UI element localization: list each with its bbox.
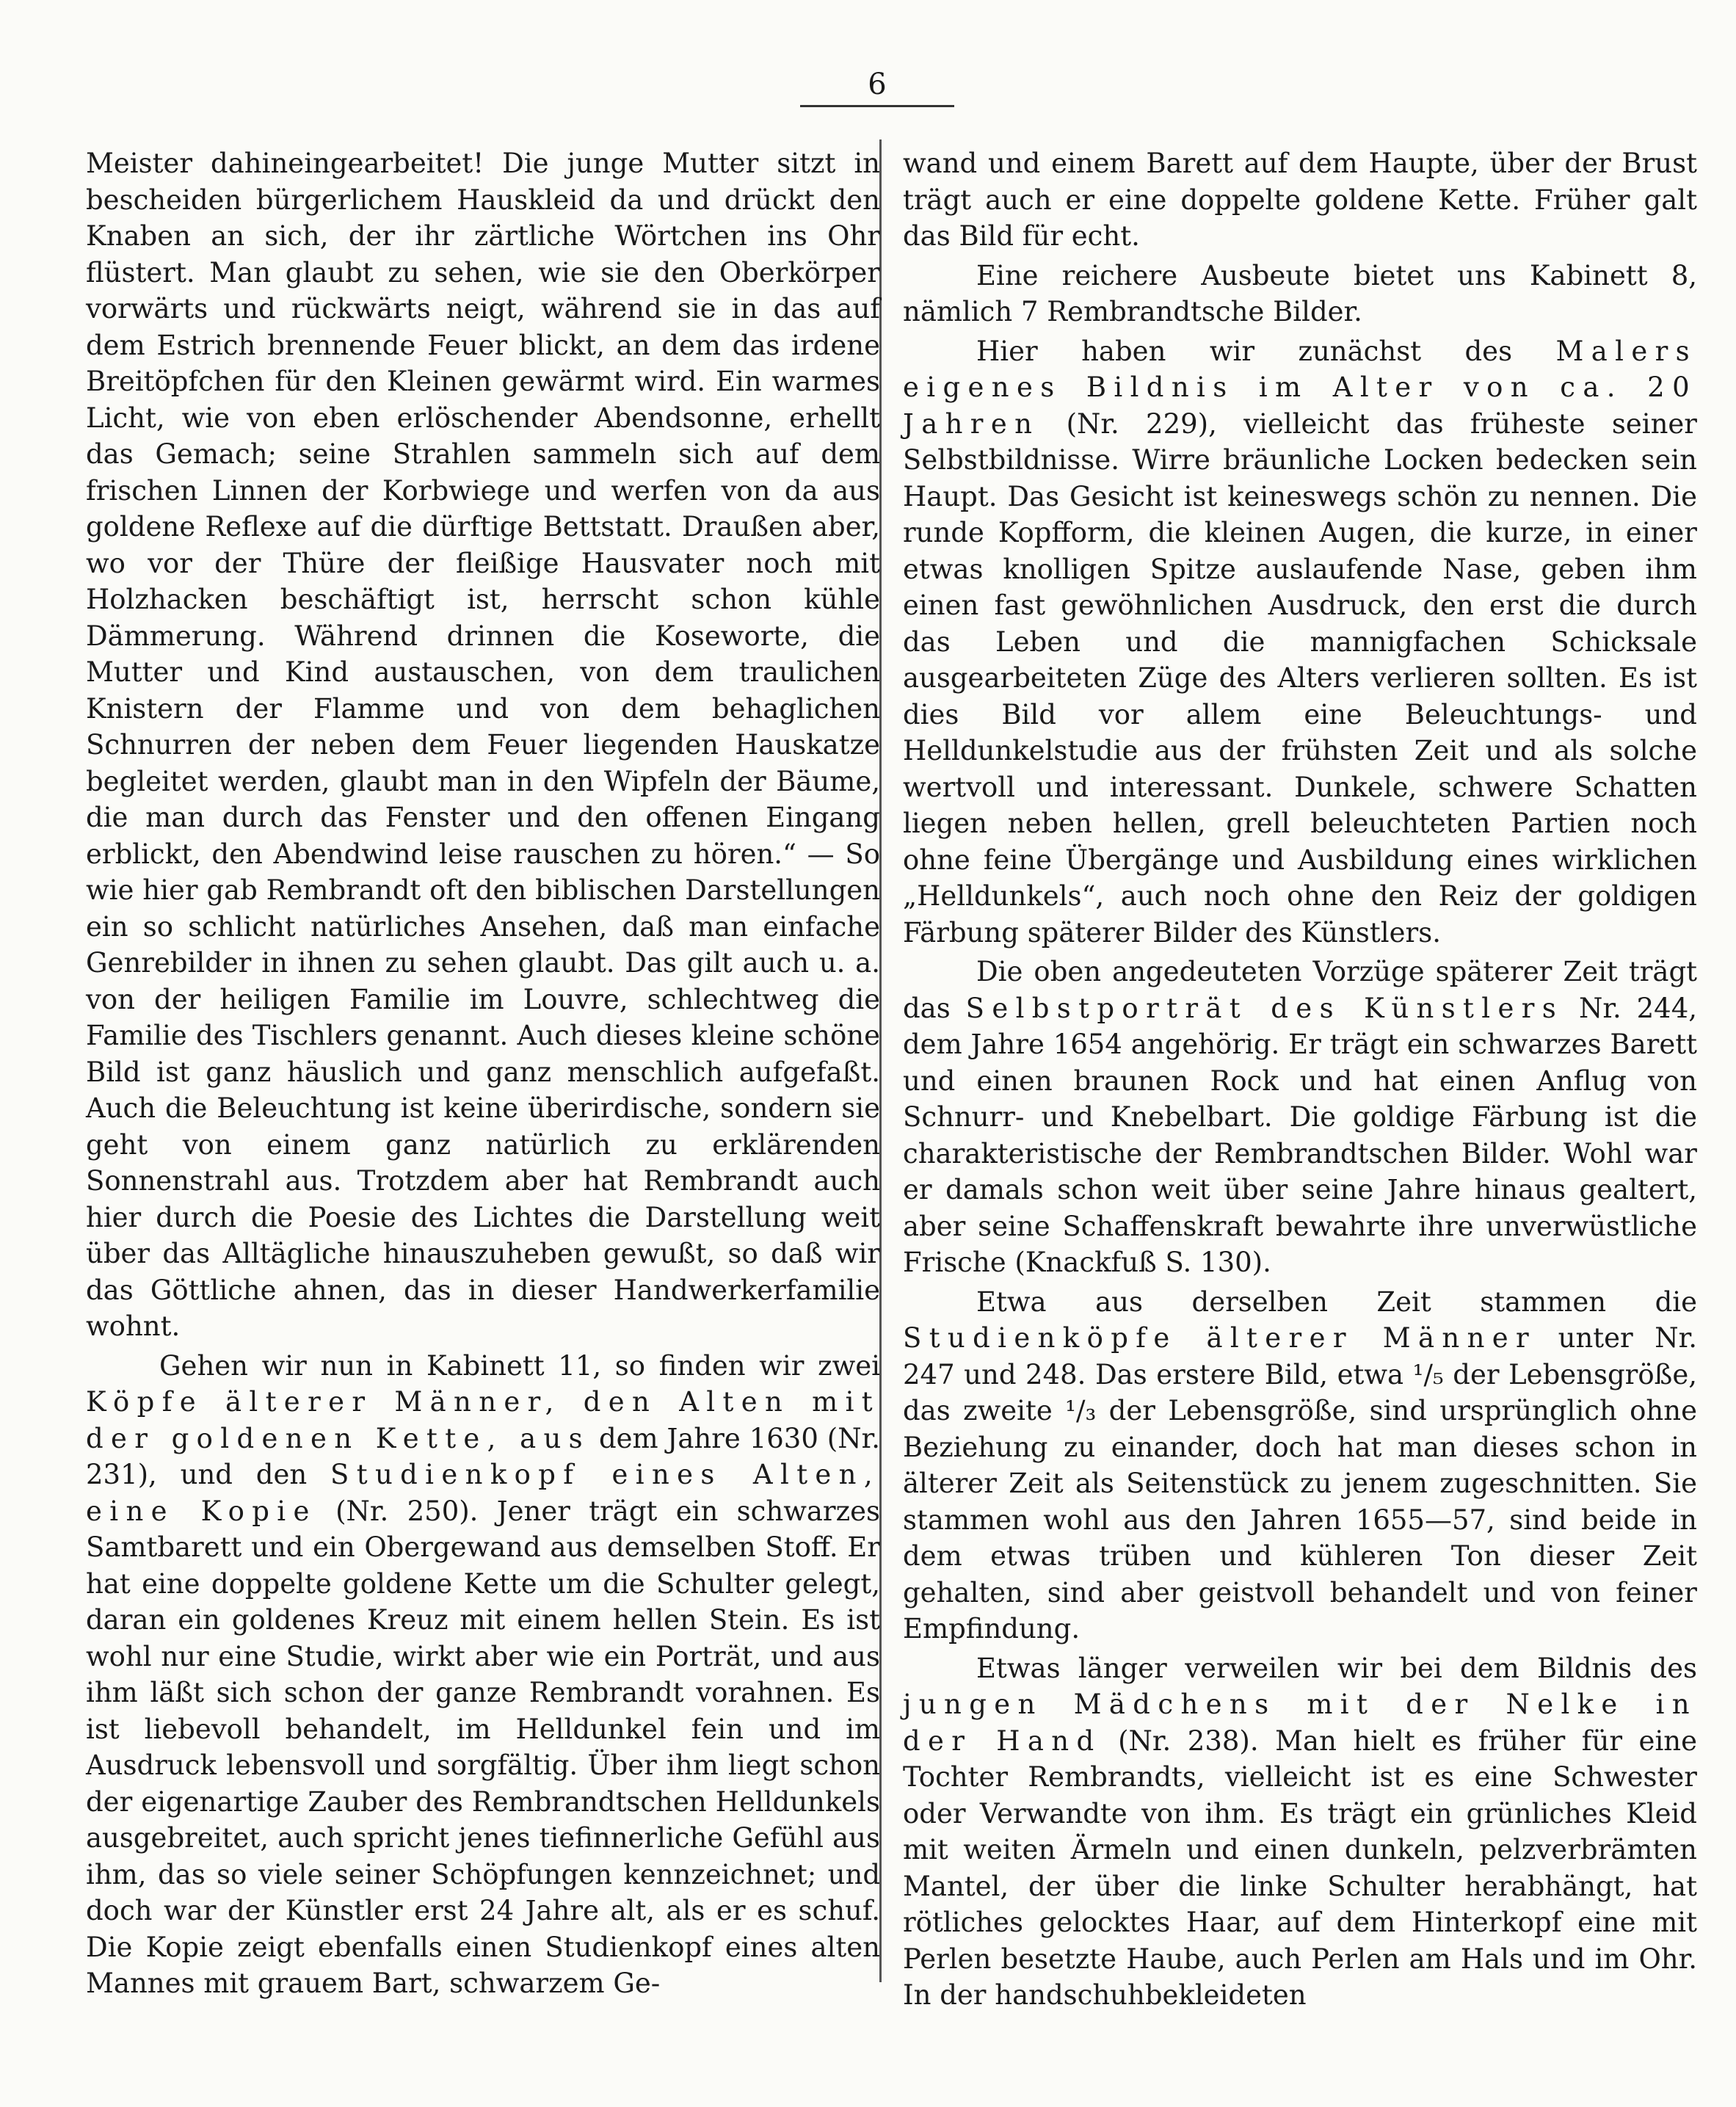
right-column (903, 145, 1697, 2017)
paragraph-text: Eine reichere Ausbeute bietet uns Kabinett 8, nämlich 7 Rembrandtsche Bilder. (903, 259, 1697, 327)
paragraph-text: wand und einem Barett auf dem Haupte, über der Brust trägt auch er eine doppelte goldene Kette. Früher galt das Bild für echt. (903, 148, 1697, 252)
paragraph-text: (Nr. 250). Jener trägt ein schwarzes Samtbarett und ein Obergewand aus demselben Stoff. Er hat eine doppelte goldene Kette um die Schulter gelegt, daran ein goldenes Kreuz mit einem hellen Stein. Es ist wohl nur eine Studie, wirkt aber wie ein Porträt, und aus ihm läßt sich schon der ganze Rembrandt vorahnen. Es ist liebevoll behandelt, im Helldunkel fein und im Ausdruck lebensvoll und sorgfältig. Über ihm liegt schon der eigenartige Zauber des Rembrandtschen Helldunkels ausgebreitet, auch spricht jenes tiefinnerliche Gefühl aus ihm, das so viele seiner Schöpfungen kennzeichnet; und doch war der Künstler erst 24 Jahre alt, als er es schuf. Die Kopie zeigt ebenfalls einen Studienkopf eines alten Mannes mit grauem Bart, schwarzem Ge- (86, 1495, 880, 1999)
paragraph-text: Hier haben wir zunächst des (976, 335, 1556, 367)
spaced-emphasis-text: jungen Mädchens mit der Nelke in der Hand (903, 1689, 1697, 1757)
spaced-emphasis-text: Selbstporträt des Künstlers (965, 992, 1564, 1024)
paragraph-text: Gehen wir nun in Kabinett 11, so finden wir zwei (159, 1349, 880, 1382)
paragraph (903, 1284, 1697, 1647)
paragraph-text: (Nr. 238). Man hielt es früher für eine Tochter Rembrandts, vielleicht ist es eine Schwester oder Verwandte von ihm. Es trägt ein grünliches Kleid mit weiten Ärmeln und einen dunkeln, pelzverbrämten Mantel, der über die linke Schulter herabhängt, hat rötliches gelocktes Haar, auf dem Hinterkopf eine mit Perlen besetzte Haube, auch Perlen am Hals und im Ohr. In der handschuhbekleideten (903, 1725, 1698, 2011)
spaced-emphasis-text: Köpfe älterer Männer, den Alten mit der goldenen Kette, aus (86, 1386, 880, 1454)
spaced-emphasis-text: Studienkopf eines Alten, eine Kopie (86, 1459, 880, 1527)
paragraph-text: Nr. 244, dem Jahre 1654 angehörig. Er trägt ein schwarzes Barett und einen braunen Rock und hat einen Anflug von Schnurr- und Knebelbart. Die goldige Färbung ist die charakteristische der Rembrandtschen Bilder. Wohl war er damals schon weit über seine Jahre hinaus gealtert, aber seine Schaffenskraft bewahrte ihre unverwüstliche Frische (Knackfuß S. 130). (903, 992, 1698, 1278)
paragraph (903, 333, 1697, 951)
paragraph (903, 1650, 1697, 2014)
paragraph-text: unter Nr. 247 und 248. Das erstere Bild, etwa ¹/₅ der Lebensgröße, das zweite ¹/₃ der Lebensgröße, sind ursprünglich ohne Beziehung zu einander, doch hat man dieses schon in älterer Zeit als Seitenstück zu jenem zugeschnitten. Sie stammen wohl aus den Jahren 1655—57, sind beide in dem etwas trüben und kühleren Ton dieser Zeit gehalten, sind aber geistvoll behandelt und von feiner Empfindung. (903, 1322, 1697, 1644)
page-number-rule (800, 105, 954, 107)
paragraph (903, 954, 1697, 1281)
spaced-emphasis-text: Studienköpfe älterer Männer (903, 1322, 1537, 1354)
paragraph (903, 258, 1697, 330)
paragraph (86, 145, 880, 1345)
paragraph-text: Die oben angedeuteten Vorzüge späterer Zeit trägt das (903, 956, 1697, 1024)
paragraph (903, 145, 1697, 255)
left-column (86, 145, 880, 2005)
spaced-emphasis-text: Malers eigenes Bildnis im Alter von ca. 20 Jahren (903, 335, 1697, 440)
paragraph-text: Etwas länger verweilen wir bei dem Bildnis des (976, 1652, 1697, 1684)
paragraph-text: Meister dahineingearbeitet! Die junge Mutter sitzt in bescheiden bürgerlichem Hauskleid da und drückt den Knaben an sich, der ihr zärtliche Wörtchen ins Ohr flüstert. Man glaubt zu sehen, wie sie den Oberkörper vorwärts und rückwärts neigt, während sie in das auf dem Estrich brennende Feuer blickt, an dem das irdene Breitöpfchen für den Kleinen gewärmt wird. Ein warmes Licht, wie von eben erlöschender Abendsonne, erhellt das Gemach; seine Strahlen sammeln sich auf dem frischen Linnen der Korbwiege und werfen von da aus goldene Reflexe auf die dürftige Bettstatt. Draußen aber, wo vor der Thüre der fleißige Hausvater noch mit Holzhacken beschäftigt ist, herrscht schon kühle Dämmerung. Während drinnen die Kosewort​e, die Mutter und Kind austauschen, von dem traulichen Knistern der Flamme und von dem behaglichen Schnurren der neben dem Feuer liegenden Hauskatze begleitet werden, glaubt man in den Wipfeln der Bäume, die man durch das Fenster und den offenen Eingang erblickt, den Abendwind leise rauschen zu hören.“ — So wie hier gab Rembrandt oft den biblischen Darstellungen ein so schlicht natürliches Ansehen, daß man einfache Genrebilder in ihnen zu sehen glaubt. Das gilt auch u. a. von der heiligen Familie im Louvre, schlechtweg die Familie des Tischlers genannt. Auch dieses kleine schöne Bild ist ganz häuslich und ganz menschlich aufgefaßt. Auch die Beleuchtung ist keine überirdische, sondern sie geht von einem ganz natürlich zu erklärenden Sonnenstrahl aus. Trotzdem aber hat Rembrandt auch hier durch die Poesie des Lichtes die Darstellung weit über das Alltägliche hinauszuheben gewußt, so daß wir das Göttliche ahnen, das in dieser Handwerkerfamilie wohnt. (86, 148, 880, 1342)
paragraph (86, 1348, 880, 2002)
paragraph-text: (Nr. 229), vielleicht das früheste seiner Selbstbildnisse. Wirre bräunliche Locken bedecken sein Haupt. Das Gesicht ist keineswegs schön zu nennen. Die runde Kopfform, die kleinen Augen, die kurze, in einer etwas knolligen Spitze auslaufende Nase, geben ihm einen fast gewöhnlichen Ausdruck, den erst die durch das Leben und die mannigfachen Schicksale ausgearbeiteten Züge des Alters verlieren sollten. Es ist dies Bild vor allem eine Beleuchtungs- und Helldunkelstudie aus der frühsten Zeit und als solche wertvoll und interessant. Dunkele, schwere Schatten liegen neben hellen, grell beleuchteten Partien noch ohne feine Übergänge und Ausbildung eines wirklichen „Helldunkels“, auch noch ohne den Reiz der goldigen Färbung späterer Bilder des Künstlers. (903, 407, 1697, 949)
page-number: 6 (868, 68, 887, 101)
paragraph-text: Etwa aus derselben Zeit stammen die (976, 1285, 1697, 1318)
paragraph-text: dem Jahre 1630 (Nr. 231), und den (86, 1422, 880, 1490)
